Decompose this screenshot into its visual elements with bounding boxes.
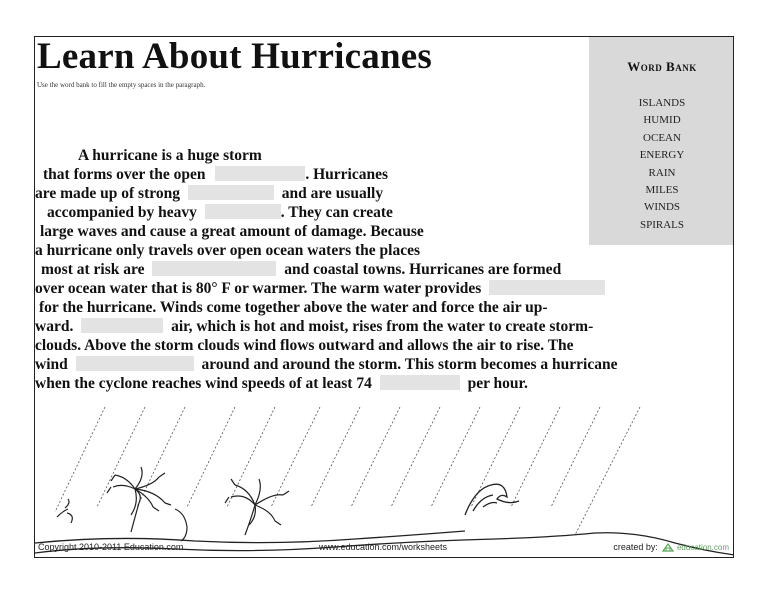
- paragraph-text: over ocean water that is 80° F or warmer. The warm water provides: [35, 280, 482, 297]
- rain-lines: [55, 407, 640, 535]
- paragraph-line-3: [35, 185, 383, 203]
- paragraph-text: wind: [35, 356, 68, 373]
- fill-in-blank[interactable]: [76, 356, 194, 371]
- paragraph-line-9: for the hurricane. Winds come together above the water and force the air up-: [39, 299, 548, 316]
- instructions-text: Use the word bank to fill the empty spaces in the paragraph.: [37, 81, 206, 89]
- paragraph-text: are made up of strong: [35, 185, 180, 202]
- paragraph-text: air, which is hot and moist, rises from the water to create storm-: [171, 318, 594, 335]
- paragraph-line-12: [35, 356, 617, 374]
- fill-in-blank[interactable]: [188, 185, 274, 200]
- word-bank-title: Word Bank: [627, 59, 697, 74]
- created-by: [613, 542, 729, 552]
- paragraph-text: that forms over the open: [43, 166, 206, 183]
- footer-url[interactable]: www.education.com/worksheets: [319, 542, 448, 552]
- fill-in-blank[interactable]: [489, 280, 605, 295]
- word-bank-item: MILES: [645, 184, 679, 197]
- paragraph-line-4: [47, 204, 393, 222]
- brand-name[interactable]: education.com: [676, 543, 729, 552]
- word-bank-item: ISLANDS: [638, 97, 686, 109]
- copyright-text: Copyright 2010-2011 Education.com: [38, 542, 184, 552]
- hurricane-illustration: [35, 407, 734, 557]
- paragraph-text: . Hurricanes: [305, 166, 388, 183]
- paragraph-text: accompanied by heavy: [47, 204, 197, 221]
- word-bank: [589, 37, 734, 245]
- word-bank-item: WINDS: [643, 201, 681, 214]
- paragraph-line-13: [35, 375, 528, 393]
- page-footer: [35, 540, 733, 554]
- paragraph-text: and coastal towns. Hurricanes are formed: [284, 261, 562, 278]
- word-bank-list: [589, 95, 734, 234]
- paragraph-line-1: A hurricane is a huge storm: [78, 147, 262, 164]
- paragraph-line-8: [35, 280, 605, 298]
- paragraph-line-11: clouds. Above the storm clouds wind flows outward and allows the air to rise. The: [35, 337, 574, 354]
- paragraph-line-2: [43, 166, 388, 184]
- education-logo-icon: [662, 542, 674, 552]
- paragraph-line-7: [41, 261, 561, 279]
- word-bank-item: RAIN: [648, 166, 676, 179]
- paragraph-text: per hour.: [467, 375, 528, 392]
- palm-trees: [57, 467, 289, 541]
- paragraph-text: . They can create: [280, 204, 393, 221]
- created-by-label: created by:: [613, 542, 658, 552]
- word-bank-item: SPIRALS: [639, 218, 685, 231]
- worksheet-page: [34, 36, 734, 558]
- paragraph-text: most at risk are: [41, 261, 145, 278]
- fill-in-blank[interactable]: [81, 318, 163, 333]
- fill-in-blank[interactable]: [152, 261, 276, 276]
- fill-in-blank[interactable]: [205, 204, 281, 219]
- paragraph-text: around and around the storm. This storm becomes a hurricane: [201, 356, 618, 373]
- paragraph-line-5: large waves and cause a great amount of damage. Because: [40, 223, 424, 240]
- paragraph-line-6: a hurricane only travels over open ocean waters the places: [35, 242, 421, 259]
- paragraph-line-10: [35, 318, 593, 336]
- word-bank-item: ENERGY: [639, 149, 685, 162]
- fill-in-blank[interactable]: [215, 166, 305, 181]
- fill-in-blank[interactable]: [380, 375, 460, 390]
- paragraph-text: when the cyclone reaches wind speeds of at least 74: [35, 375, 372, 392]
- paragraph-text: ward.: [35, 318, 74, 335]
- word-bank-item: HUMID: [643, 114, 681, 127]
- word-bank-item: OCEAN: [643, 131, 681, 144]
- worksheet-title: Learn About Hurricanes: [37, 36, 432, 77]
- paragraph-text: and are usually: [281, 185, 384, 202]
